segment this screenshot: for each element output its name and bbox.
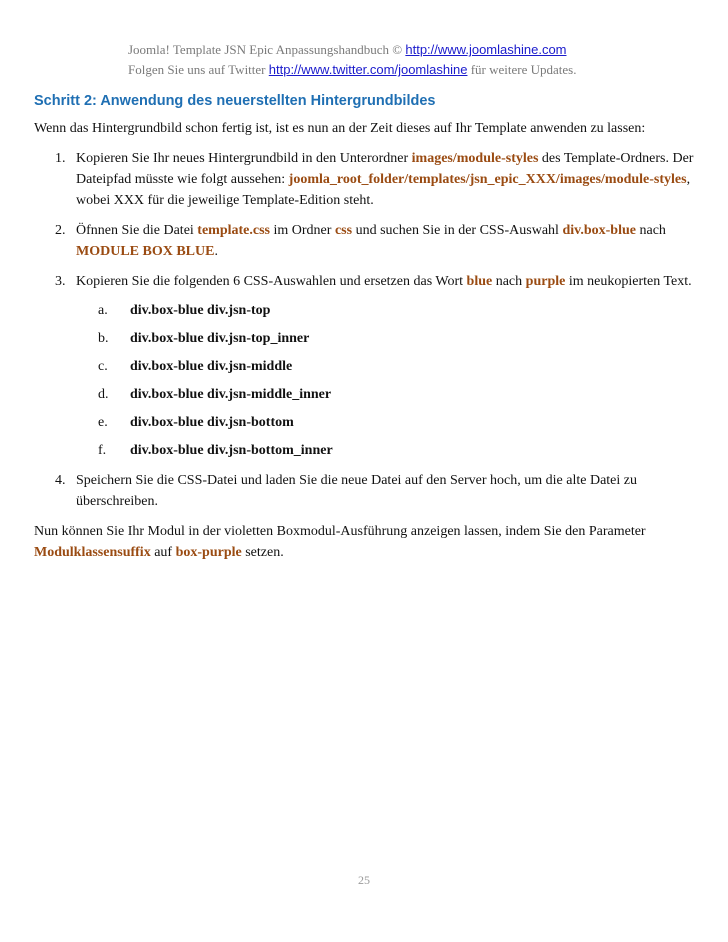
sub-list-item: d. div.box-blue div.jsn-middle_inner: [98, 387, 332, 402]
section-heading: Schritt 2: Anwendung des neuerstellten Hintergrundbildes: [34, 93, 436, 109]
list-item: 3. Kopieren Sie die folgenden 6 CSS-Auswahlen und ersetzen das Wort blue nach purple im neukopierten Text. a. div.box-blue div.jsn-top b. div.box-blue div.jsn-top_inner c. div.box-blue div.jsn-middle d. div.box-blue div.jsn-middle_inner e. div.box-blue div.jsn-bottom f. div.box-blue div.jsn-bottom_inner: [34, 271, 694, 461]
header-line-2: Folgen Sie uns auf Twitter http://www.twitter.com/joomlashine für weitere Updates.: [128, 62, 577, 77]
sub-list-item: c. div.box-blue div.jsn-middle: [98, 359, 293, 374]
twitter-link[interactable]: http://www.twitter.com/joomlashine: [268, 62, 468, 77]
page-header: [128, 40, 708, 80]
joomlashine-link[interactable]: http://www.joomlashine.com: [405, 42, 567, 57]
list-item: 1. Kopieren Sie Ihr neues Hintergrundbild in den Unterordner images/module-styles des Template-Ordners. Der Dateipfad müsste wie folgt aussehen: joomla_root_folder/templates/jsn_epic_XXX/images/module-styles, wobei XXX für die jeweilige Template-Edition steht.: [55, 151, 694, 208]
closing-paragraph: Nun können Sie Ihr Modul in der violetten Boxmodul-Ausführung anzeigen lassen, indem Sie den Parameter Modulklassensuffix auf box-purple setzen.: [34, 524, 646, 560]
css-selector-list: [76, 300, 694, 461]
steps-list: [34, 148, 694, 512]
sub-list-item: b. div.box-blue div.jsn-top_inner: [98, 331, 310, 346]
document-body: [34, 90, 694, 572]
sub-list-item: a. div.box-blue div.jsn-top: [98, 303, 271, 318]
list-item: 4. Speichern Sie die CSS-Datei und laden Sie die neue Datei auf den Server hoch, um die alte Datei zu überschreiben.: [55, 473, 637, 509]
sub-list-item: e. div.box-blue div.jsn-bottom: [98, 415, 294, 430]
intro-paragraph: Wenn das Hintergrundbild schon fertig ist, ist es nun an der Zeit dieses auf Ihr Template anwenden zu lassen:: [34, 121, 646, 136]
list-item: 2. Öfnnen Sie die Datei template.css im Ordner css und suchen Sie in der CSS-Auswahl div.box-blue nach MODULE BOX BLUE.: [55, 223, 666, 259]
page-number: 25: [358, 873, 370, 887]
sub-list-item: f. div.box-blue div.jsn-bottom_inner: [98, 443, 333, 458]
header-line-1: Joomla! Template JSN Epic Anpassungshandbuch © http://www.joomlashine.com: [128, 42, 567, 57]
